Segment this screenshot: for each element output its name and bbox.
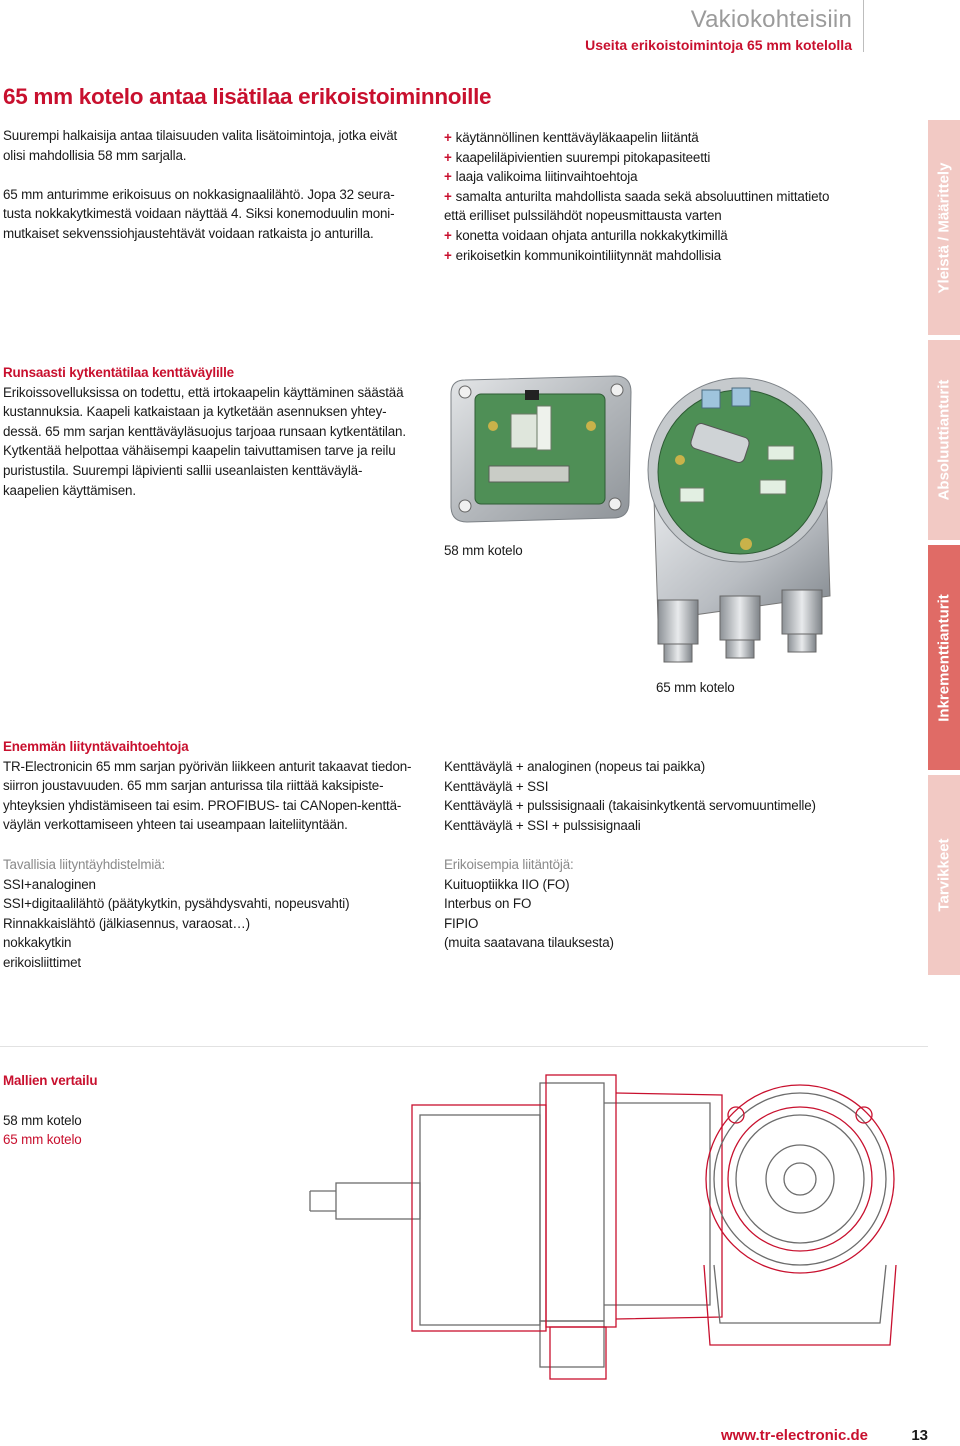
- list-item: Interbus on FO: [444, 896, 532, 912]
- combo-list: [444, 757, 914, 835]
- section-line: puristustila. Suurempi läpivienti sallii useanlaisten kenttäväylä-: [3, 462, 363, 478]
- combo-item: Kenttäväylä + SSI: [444, 778, 549, 794]
- list-item: erikoisliittimet: [3, 954, 81, 970]
- intro-line: Suurempi halkaisija antaa tilaisuuden valita lisätoimintoja, jotka eivät: [3, 128, 398, 143]
- header-title: Vakiokohteisiin: [690, 6, 852, 33]
- tab-absolute-encoders[interactable]: Absoluuttianturit: [928, 340, 960, 540]
- list-item: (muita saatavana tilauksesta): [444, 935, 614, 951]
- intro-line: olisi mahdollisia 58 mm sarjalla.: [3, 147, 187, 163]
- section-line: kustannuksia. Kaapeli katkaistaan ja kytketään asennuksen yhtey-: [3, 404, 387, 420]
- divider: [0, 1046, 928, 1047]
- feature-item: + kaapeliläpivientien suurempi pitokapasiteetti: [444, 149, 711, 165]
- comparison-drawing: [300, 1055, 910, 1385]
- list-item: SSI+analoginen: [3, 876, 96, 892]
- feature-item: + konetta voidaan ohjata anturilla nokkakytkimillä: [444, 227, 728, 243]
- combo-item: Kenttäväylä + analoginen (nopeus tai paikka): [444, 759, 706, 774]
- section-cabling: [3, 363, 423, 500]
- section-line: väylän verkottamiseen yhteen tai useampaan laiteliityntään.: [3, 817, 348, 833]
- list-heading: Tavallisia liityntäyhdistelmiä:: [3, 857, 166, 872]
- combo-item: Kenttäväylä + SSI + pulssisignaali: [444, 817, 641, 833]
- feature-item-continued: että erilliset pulssilähdöt nopeusmittausta varten: [444, 208, 722, 224]
- page-number: 13: [911, 1427, 928, 1444]
- section-line: dessä. 65 mm sarjan kenttäväyläsuojus tarjoaa runsaan kytkentätilan.: [3, 423, 406, 439]
- list-item: SSI+digitaalilähtö (päätykytkin, pysähdysvahti, nopeusvahti): [3, 896, 350, 912]
- footer-url[interactable]: www.tr-electronic.de: [721, 1427, 868, 1444]
- list-item: FIPIO: [444, 915, 479, 931]
- intro-line: 65 mm anturimme erikoisuus on nokkasignaalilähtö. Jopa 32 seura-: [3, 186, 395, 202]
- section-line: TR-Electronicin 65 mm sarjan pyörivän liikkeen anturit takaavat tiedon-: [3, 758, 412, 774]
- feature-list: [444, 128, 914, 265]
- list-item: Kuituoptiikka IIO (FO): [444, 876, 570, 892]
- compare-item-65: 65 mm kotelo: [3, 1132, 82, 1147]
- section-options: [3, 737, 428, 835]
- section-line: siirron joustavuuden. 65 mm sarjan anturissa tila riittää kaksipiste-: [3, 778, 384, 794]
- caption-58mm: 58 mm kotelo: [444, 543, 523, 558]
- section-line: Erikoissovelluksissa on todettu, että irtokaapelin käyttäminen säästää: [3, 384, 404, 400]
- typical-combinations: [3, 855, 428, 973]
- intro-line: tusta nokkakytkimestä voidaan näyttää 4. Siksi konemoduulin moni-: [3, 206, 395, 222]
- header-divider: [863, 0, 864, 52]
- caption-65mm: 65 mm kotelo: [656, 680, 735, 695]
- section-heading: Enemmän liityntävaihtoehtoja: [3, 739, 189, 754]
- page-title: 65 mm kotelo antaa lisätilaa erikoistoiminnoille: [3, 84, 492, 109]
- section-line: kaapelien käyttämisen.: [3, 482, 136, 498]
- housing-65mm-photo: [640, 368, 840, 668]
- feature-item: + samalta anturilta mahdollista saada sekä absoluuttinen mittatieto: [444, 188, 830, 204]
- list-item: Rinnakkaislähtö (jälkiasennus, varaosat…): [3, 915, 250, 931]
- feature-item: + käytännöllinen kenttäväyläkaapelin liitäntä: [444, 130, 699, 145]
- header-subtitle: Useita erikoistoimintoja 65 mm kotelolla: [585, 37, 852, 53]
- housing-58mm-photo: [445, 372, 635, 527]
- compare-heading: Mallien vertailu: [3, 1073, 98, 1088]
- intro-gap: [3, 165, 423, 185]
- list-heading: Erikoisempia liitäntöjä:: [444, 857, 574, 872]
- combo-item: Kenttäväylä + pulssisignaali (takaisinkytkentä servomuuntimelle): [444, 798, 816, 814]
- intro-text: [3, 126, 423, 244]
- feature-item: + laaja valikoima liitinvaihtoehtoja: [444, 169, 638, 185]
- tab-accessories[interactable]: Tarvikkeet: [928, 775, 960, 975]
- special-connections: [444, 855, 914, 953]
- intro-line: mutkaiset sekvenssiohjaustehtävät voidaan ratkaista jo anturilla.: [3, 225, 374, 241]
- list-item: nokkakytkin: [3, 935, 72, 951]
- compare-item-58: 58 mm kotelo: [3, 1113, 82, 1128]
- feature-item: + erikoisetkin kommunikointiliitynnät mahdollisia: [444, 247, 722, 263]
- section-line: yhteyksien yhdistämiseen tai esim. PROFIBUS- tai CANopen-kenttä-: [3, 797, 402, 813]
- section-line: Kytkentää helpottaa vähäisempi kaapelin taivuttamisen tarve ja reilu: [3, 443, 396, 459]
- tab-incremental-encoders[interactable]: Inkrementtianturit: [928, 545, 960, 770]
- tab-general[interactable]: Yleistä / Määrittely: [928, 120, 960, 335]
- section-heading: Runsaasti kytkentätilaa kenttäväylille: [3, 365, 234, 380]
